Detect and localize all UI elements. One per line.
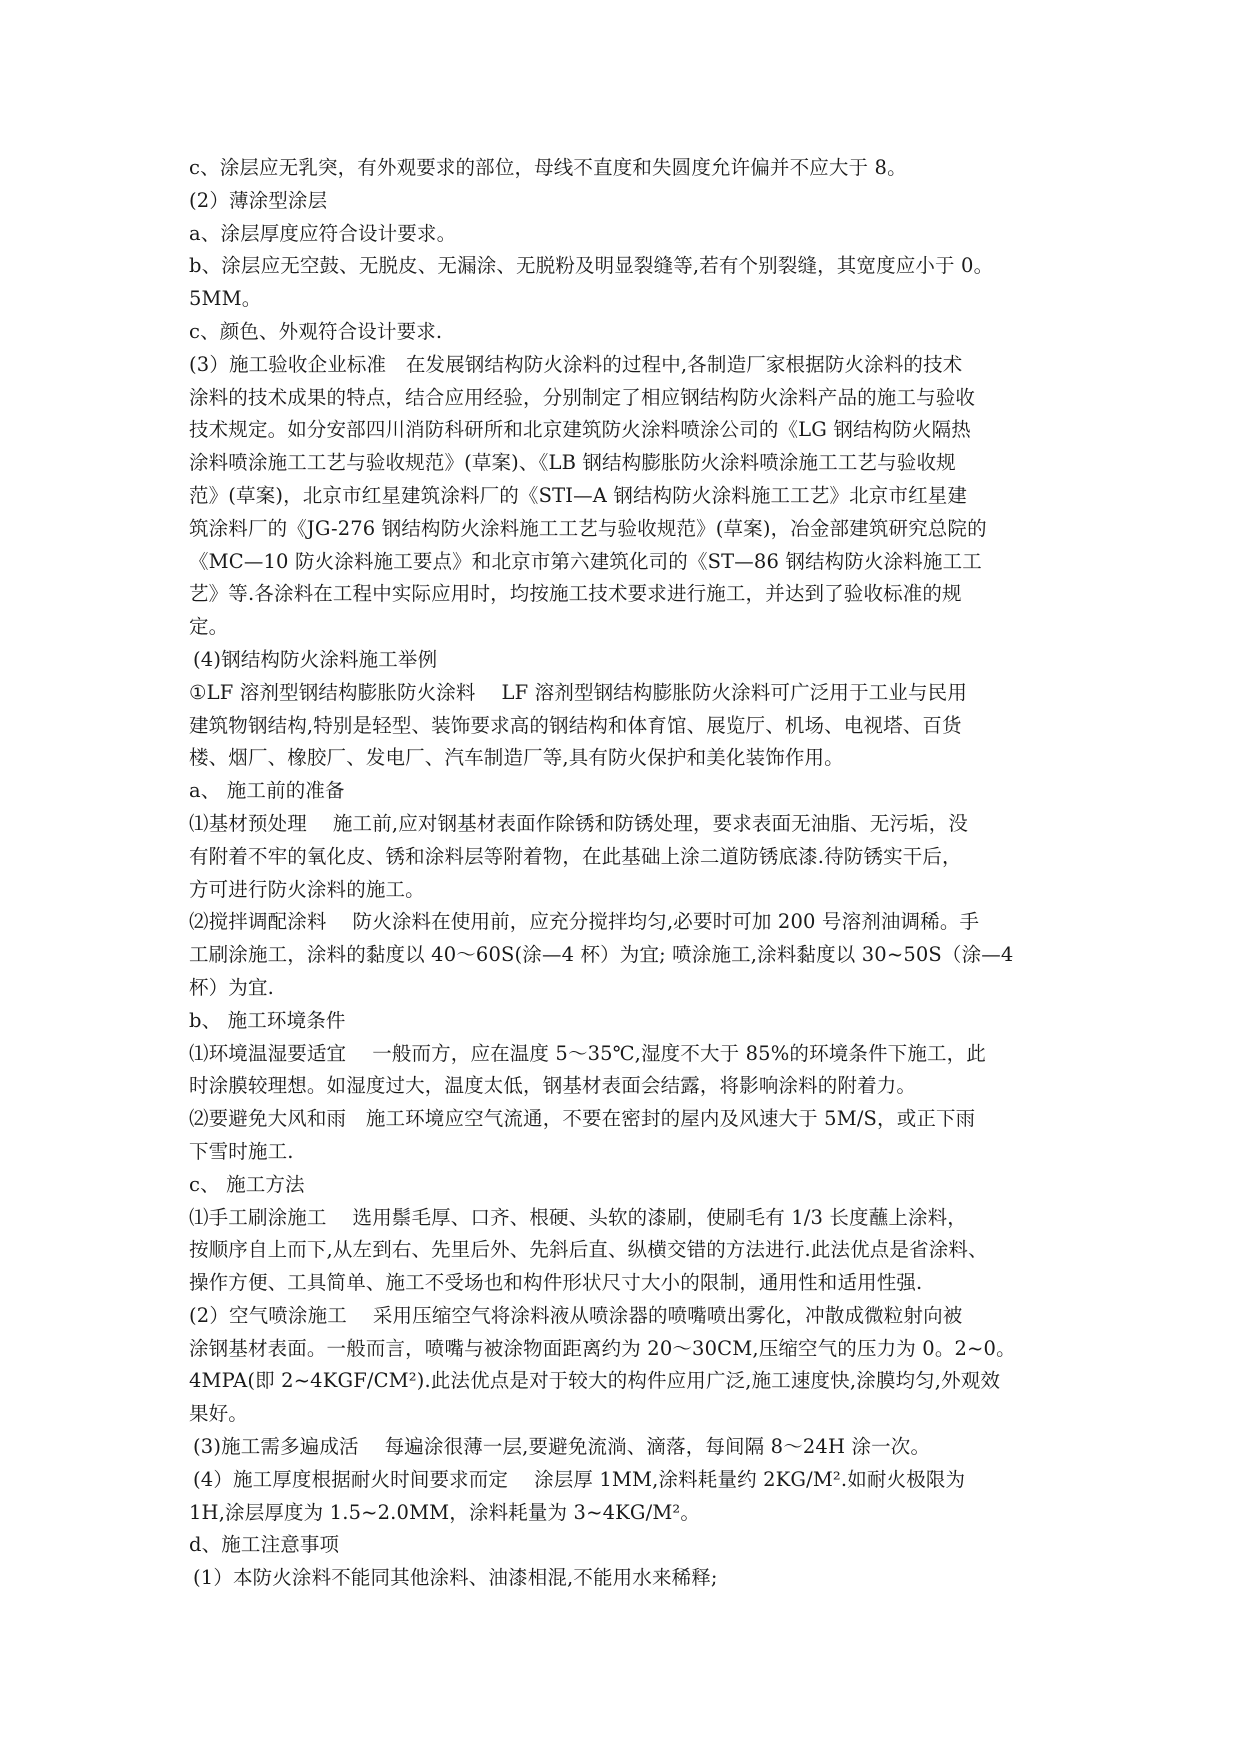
text-line: 《MC—10 防火涂料施工要点》和北京市第六建筑化司的《ST—86 钢结构防火涂料施工工 — [189, 549, 982, 573]
text-line: 涂钢基材表面。一般而言，喷嘴与被涂物面距离约为 20～30CM,压缩空气的压力为 0。2~0。 — [189, 1336, 1016, 1360]
text-line: 建筑物钢结构,特别是轻型、装饰要求高的钢结构和体育馆、展览厅、机场、电视塔、百货 — [189, 713, 962, 737]
text-line: 4MPA(即 2~4KGF/CM²).此法优点是对于较大的构件应用广泛,施工速度快,涂膜均匀,外观效 — [189, 1369, 1001, 1393]
text-line: 时涂膜较理想。如湿度过大，温度太低，钢基材表面会结露，将影响涂料的附着力。 — [189, 1074, 917, 1098]
text-line: 有附着不牢的氧化皮、锈和涂料层等附着物，在此基础上涂二道防锈底漆.待防锈实干后， — [189, 844, 962, 868]
text-line: 方可进行防火涂料的施工。 — [189, 877, 425, 901]
text-line: ⑵要避免大风和雨 施工环境应空气流通，不要在密封的屋内及风速大于 5M/S，或正下雨 — [189, 1107, 976, 1131]
text-line: 操作方便、工具简单、施工不受场也和构件形状尺寸大小的限制，通用性和适用性强. — [189, 1271, 923, 1295]
text-line: 果好。 — [189, 1402, 248, 1426]
text-line: 1H,涂层厚度为 1.5~2.0MM，涂料耗量为 3~4KG/M²。 — [189, 1500, 701, 1524]
text-line: 范》(草案)，北京市红星建筑涂料厂的《STI—A 钢结构防火涂料施工工艺》北京市红星建 — [189, 483, 968, 507]
section-heading: a、 施工前的准备 — [189, 779, 345, 803]
text-line: 涂料的技术成果的特点，结合应用经验，分别制定了相应钢结构防火涂料产品的施工与验收 — [189, 385, 976, 409]
text-line: 筑涂料厂的《JG-276 钢结构防火涂料施工工艺与验收规范》(草案)，冶金部建筑研究总院的 — [189, 516, 987, 540]
text-line: 5MM。 — [189, 287, 262, 311]
text-line: (3）施工验收企业标准 在发展钢结构防火涂料的过程中,各制造厂家根据防火涂料的技术 — [189, 352, 963, 376]
text-line: 定。 — [189, 615, 229, 639]
section-heading: c、 施工方法 — [189, 1172, 305, 1196]
text-line: 楼、烟厂、橡胶厂、发电厂、汽车制造厂等,具有防火保护和美化装饰作用。 — [189, 746, 844, 770]
text-line: (4）施工厚度根据耐火时间要求而定 涂层厚 1MM,涂料耗量约 2KG/M².如耐火极限为 — [193, 1467, 966, 1491]
text-line: a、涂层厚度应符合设计要求。 — [189, 221, 457, 245]
text-line: (2）薄涂型涂层 — [189, 188, 328, 212]
section-heading: (4)钢结构防火涂料施工举例 — [193, 647, 438, 671]
text-line: ⑴环境温湿要适宜 一般而方，应在温度 5～35℃,湿度不大于 85%的环境条件下施工，此 — [189, 1041, 986, 1065]
text-line: (2）空气喷涂施工 采用压缩空气将涂料液从喷涂器的喷嘴喷出雾化，冲散成微粒射向被 — [189, 1303, 963, 1327]
text-line: ⑴基材预处理 施工前,应对钢基材表面作除锈和防锈处理，要求表面无油脂、无污垢，没 — [189, 811, 969, 835]
text-line: 涂料喷涂施工工艺与验收规范》(草案)、《LB 钢结构膨胀防火涂料喷涂施工工艺与验收规 — [189, 451, 956, 475]
text-line: ⑵搅拌调配涂料 防火涂料在使用前，应充分搅拌均匀,必要时可加 200 号溶剂油调稀。手 — [189, 910, 980, 934]
section-heading: d、施工注意事项 — [189, 1533, 340, 1557]
text-line: 技术规定。如分安部四川消防科研所和北京建筑防火涂料喷涂公司的《LG 钢结构防火隔热 — [189, 418, 971, 442]
text-line: 下雪时施工. — [189, 1139, 294, 1163]
text-line: 工刷涂施工，涂料的黏度以 40～60S(涂—4 杯）为宜; 喷涂施工,涂料黏度以 30~50S（涂—4 — [189, 943, 1014, 967]
text-line: (3)施工需多遍成活 每遍涂很薄一层,要避免流淌、滴落，每间隔 8～24H 涂一次。 — [193, 1435, 931, 1459]
section-heading: b、 施工环境条件 — [189, 1008, 346, 1032]
text-line: ⑴手工刷涂施工 选用鬃毛厚、口齐、根硬、头软的漆刷，使刷毛有 1/3 长度蘸上涂料， — [189, 1205, 967, 1229]
text-line: b、涂层应无空鼓、无脱皮、无漏涂、无脱粉及明显裂缝等,若有个别裂缝，其宽度应小于 0。 — [189, 254, 994, 278]
text-line: (1）本防火涂料不能同其他涂料、油漆相混,不能用水来稀释; — [193, 1566, 718, 1590]
text-line: c、颜色、外观符合设计要求. — [189, 319, 443, 343]
text-line: 艺》等.各涂料在工程中实际应用时，均按施工技术要求进行施工，并达到了验收标准的规 — [189, 582, 962, 606]
text-line: ①LF 溶剂型钢结构膨胀防火涂料 LF 溶剂型钢结构膨胀防火涂料可广泛用于工业与民用 — [189, 680, 967, 704]
text-line: c、涂层应无乳突，有外观要求的部位，母线不直度和失圆度允许偏并不应大于 8。 — [189, 156, 907, 179]
text-line: 杯）为宜. — [189, 975, 274, 999]
text-line: 按顺序自上而下,从左到右、先里后外、先斜后直、纵横交错的方法进行.此法优点是省涂料、 — [189, 1238, 988, 1262]
document-body — [189, 152, 1069, 1595]
